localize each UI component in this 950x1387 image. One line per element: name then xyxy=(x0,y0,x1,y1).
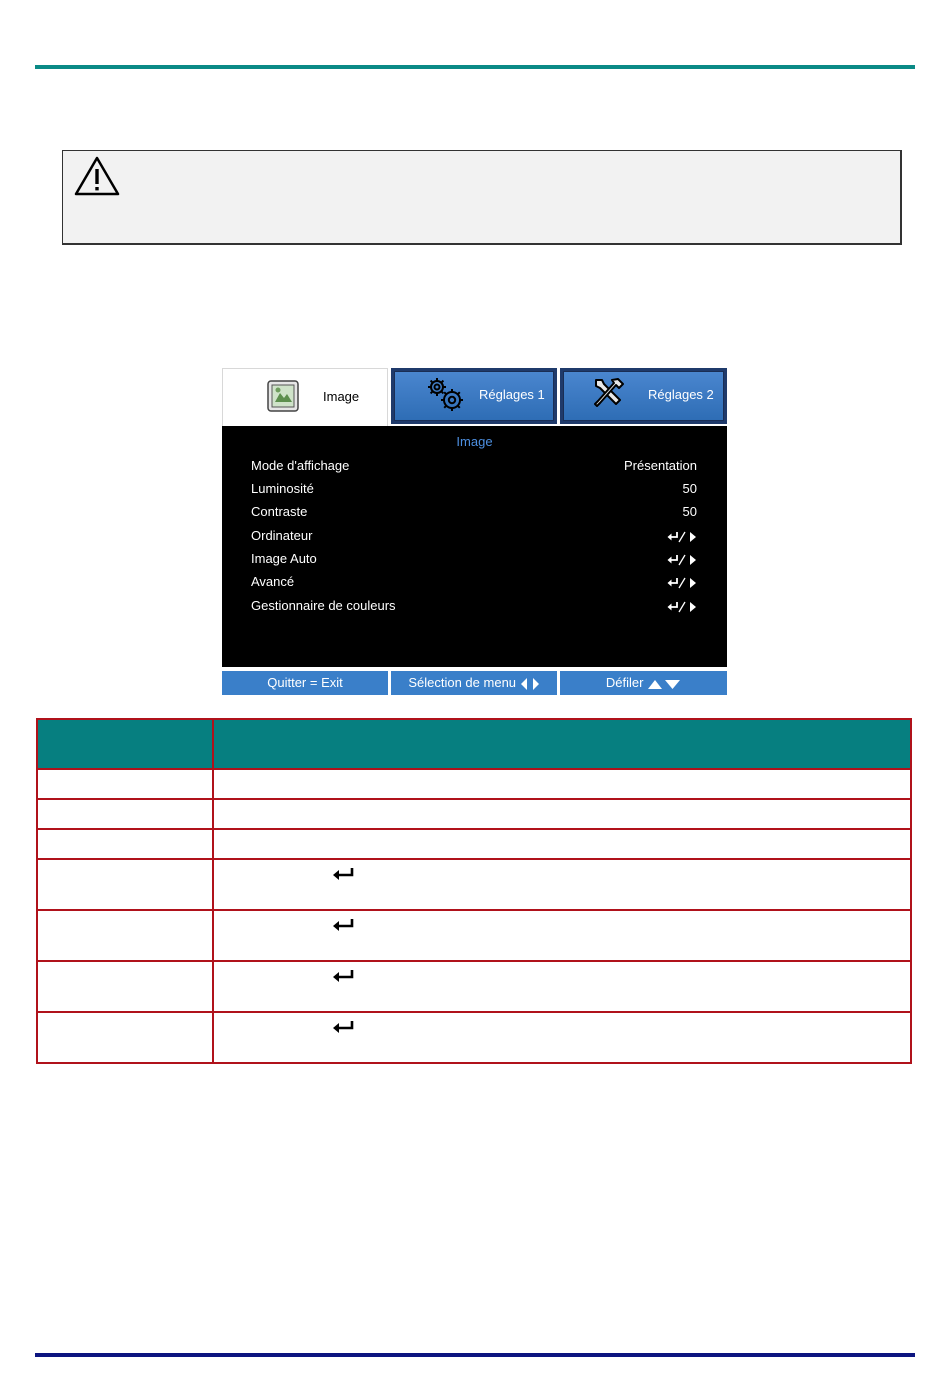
table-cell xyxy=(37,910,213,961)
table-cell xyxy=(213,1012,911,1063)
menu-item-computer[interactable] xyxy=(251,528,697,548)
menu-item-label: Luminosité xyxy=(251,481,314,496)
menu-item-display-mode[interactable] xyxy=(251,458,697,478)
menu-item-value: Présentation xyxy=(624,458,697,473)
footer-scroll xyxy=(560,671,727,695)
menu-item-value: 50 xyxy=(682,481,697,496)
table-cell xyxy=(37,769,213,799)
gears-icon xyxy=(425,377,467,413)
enter-right-icon xyxy=(667,577,697,589)
menu-item-value: 50 xyxy=(682,504,697,519)
table-row xyxy=(37,799,911,829)
menu-item-brightness[interactable] xyxy=(251,481,697,501)
table-cell xyxy=(213,829,911,859)
table-cell xyxy=(37,829,213,859)
menu-title: Image xyxy=(456,434,493,449)
table-cell xyxy=(213,961,911,1012)
table-header-cell xyxy=(213,719,911,769)
up-down-arrows-icon xyxy=(647,678,681,690)
footer-select-label: Sélection de menu xyxy=(408,675,517,690)
tab-settings-1-label: Réglages 1 xyxy=(479,387,545,402)
menu-item-advanced[interactable] xyxy=(251,574,697,594)
enter-icon xyxy=(332,918,356,932)
menu-item-color-manager[interactable] xyxy=(251,598,697,618)
table-row xyxy=(37,859,911,910)
footer-quit xyxy=(222,671,388,695)
footer-select xyxy=(391,671,557,695)
left-right-arrows-icon xyxy=(520,677,540,691)
menu-item-auto-image[interactable] xyxy=(251,551,697,571)
table-row xyxy=(37,1012,911,1063)
description-table xyxy=(36,718,912,1064)
image-icon xyxy=(267,380,299,412)
table-header-cell xyxy=(37,719,213,769)
tab-image[interactable] xyxy=(222,368,388,426)
table-cell xyxy=(37,799,213,829)
tab-settings-2[interactable] xyxy=(560,368,727,424)
enter-right-icon xyxy=(667,554,697,566)
menu-item-contrast[interactable] xyxy=(251,504,697,524)
table-cell xyxy=(213,769,911,799)
enter-right-icon xyxy=(667,531,697,543)
table-cell xyxy=(37,859,213,910)
menu-item-label: Ordinateur xyxy=(251,528,313,543)
warning-icon xyxy=(73,155,121,197)
tools-icon xyxy=(590,376,626,412)
table-cell xyxy=(213,910,911,961)
table-row xyxy=(37,769,911,799)
enter-icon xyxy=(332,969,356,983)
tab-image-label: Image xyxy=(323,389,360,404)
menu-item-label: Mode d'affichage xyxy=(251,458,350,473)
table-cell xyxy=(37,961,213,1012)
warning-box xyxy=(62,150,902,245)
menu-item-label: Contraste xyxy=(251,504,308,519)
table-row xyxy=(37,910,911,961)
osd-menu xyxy=(222,368,727,695)
table-cell xyxy=(213,799,911,829)
table-cell xyxy=(213,859,911,910)
menu-item-label: Image Auto xyxy=(251,551,317,566)
enter-right-icon xyxy=(667,601,697,613)
osd-menu-body xyxy=(222,426,727,667)
table-row xyxy=(37,961,911,1012)
tab-settings-1[interactable] xyxy=(391,368,557,424)
menu-item-label: Gestionnaire de couleurs xyxy=(251,598,396,613)
top-rule xyxy=(35,65,915,69)
footer-scroll-label: Défiler xyxy=(605,675,644,690)
enter-icon xyxy=(332,867,356,881)
table-row xyxy=(37,829,911,859)
footer-quit-label: Quitter = Exit xyxy=(267,675,343,690)
menu-item-label: Avancé xyxy=(251,574,295,589)
enter-icon xyxy=(332,1020,356,1034)
bottom-rule xyxy=(35,1353,915,1357)
tab-settings-2-label: Réglages 2 xyxy=(648,387,714,402)
table-cell xyxy=(37,1012,213,1063)
